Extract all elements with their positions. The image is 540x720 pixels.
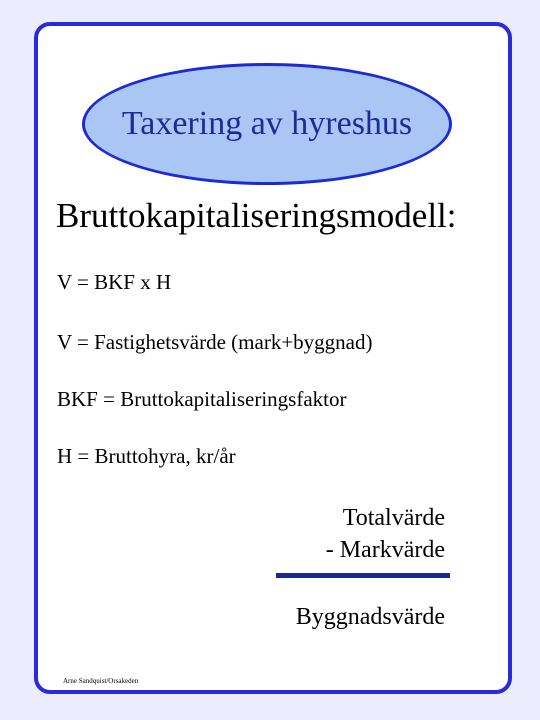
building-value-label: Byggnadsvärde: [295, 604, 445, 630]
footer-credit: Arne Sandquist/Orsakeden: [63, 677, 139, 685]
slide-title: Taxering av hyreshus: [121, 105, 413, 142]
definition-v: V = Fastighetsvärde (mark+byggnad): [57, 330, 373, 354]
definition-bkf: BKF = Bruttokapitaliseringsfaktor: [57, 387, 347, 411]
definition-h: H = Bruttohyra, kr/år: [57, 444, 236, 468]
sum-divider: [276, 573, 450, 578]
land-value-label: - Markvärde: [325, 537, 445, 563]
slide-subtitle: Bruttokapitaliseringsmodell:: [56, 196, 457, 235]
formula-line: V = BKF x H: [57, 270, 172, 294]
title-ellipse: [82, 63, 452, 185]
total-value-label: Totalvärde: [342, 505, 445, 531]
